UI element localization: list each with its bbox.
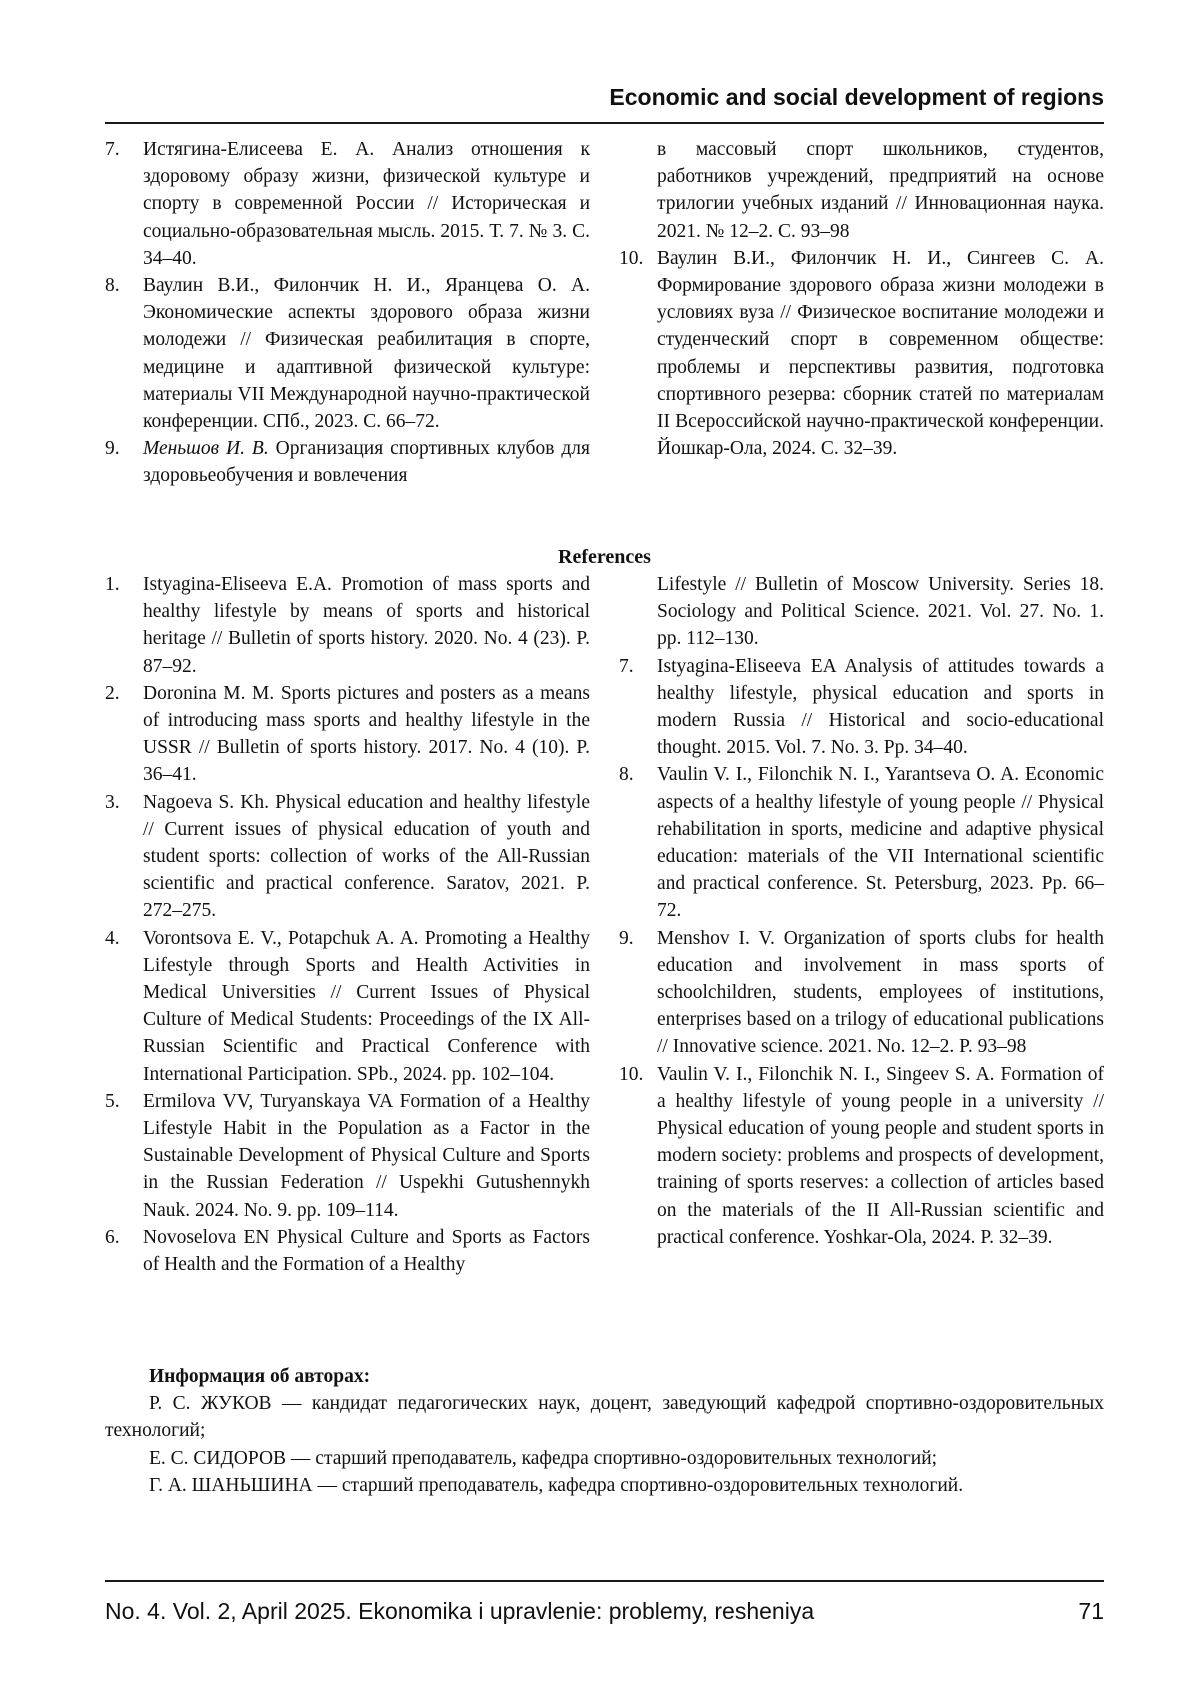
reference-item (619, 925, 1104, 1061)
reference-item (619, 761, 1104, 924)
reference-item (105, 435, 590, 489)
reference-text (143, 435, 590, 489)
reference-number: 9. (105, 438, 120, 460)
reference-number: 3. (105, 791, 120, 813)
authors-info-title: Информация об авторах: (149, 1366, 371, 1387)
journal-section-title: Economic and social development of regions (609, 84, 1104, 110)
references-left-column (105, 571, 590, 1278)
reference-item (105, 1088, 590, 1224)
reference-item (105, 571, 590, 680)
reference-text: Vaulin V. I., Filonchik N. I., Singeev S. A. Formation of a healthy lifestyle of young people in a university // Physical education of young people and student sports in modern society: problems and prospects of development, training of sports reserves: a collection of articles based on the materials of the II All-Russian scientific and practical conference. Yoshkar-Ola, 2024. P. 32–39. (657, 1063, 1104, 1248)
reference-item-continued (619, 136, 1104, 245)
reference-number: 8. (619, 764, 634, 786)
reference-text: Vorontsova E. V., Potapchuk A. A. Promoting a Healthy Lifestyle through Sports and Health Activities in Medical Universities // Current Issues of Physical Culture of Medical Students: Proceedings of the IX All-Russian Scientific and Practical Conference with International Participation. SPb., 2024. pp. 102–104. (143, 927, 590, 1085)
running-header (105, 82, 1104, 124)
russian-references-left-column (105, 136, 590, 490)
reference-item (105, 925, 590, 1088)
reference-item (105, 1224, 590, 1278)
reference-item (619, 1061, 1104, 1251)
reference-text: Istyagina-Eliseeva EA Analysis of attitudes towards a healthy lifestyle, physical education and sports in modern Russia // Historical and socio-educational thought. 2015. Vol. 7. No. 3. Pp. 34–40. (657, 655, 1104, 759)
reference-number: 5. (105, 1090, 120, 1112)
reference-item-continued (619, 571, 1104, 653)
reference-text: Истягина-Елисеева Е. А. Анализ отношения к здоровому образу жизни, физической культуре и спорту в современной России // Историческая и социально-образовательная мысль. 2015. Т. 7. № 3. С. 34–40. (143, 139, 590, 269)
reference-text: Ваулин В.И., Филончик Н. И., Сингеев С. А. Формирование здорового образа жизни молодежи в условиях вуза // Физическое воспитание молодежи и студенческий спорт в современном обществе: проблемы и перспективы развития, подготовка спортивного резерва: сборник статей по материалам II Всероссийской научно-практической конференции. Йошкар-Ола, 2024. С. 32–39. (657, 247, 1104, 460)
author-line: Г. А. ШАНЬШИНА — старший преподаватель, кафедра спортивно-оздоровительных технологий. (149, 1474, 964, 1496)
reference-number: 6. (105, 1226, 120, 1248)
reference-item (619, 245, 1104, 463)
reference-text: Novoselova EN Physical Culture and Sports as Factors of Health and the Formation of a Healthy (143, 1226, 590, 1276)
reference-text: в массовый спорт школьников, студентов, работников учреждений, предприятий на основе трилогии учебных изданий // Инновационная наука. 2021. № 12–2. С. 93–98 (657, 139, 1104, 242)
reference-number: 10. (619, 247, 644, 269)
authors-info (105, 1363, 1104, 1499)
reference-number: 2. (105, 682, 120, 704)
reference-number: 1. (105, 574, 120, 595)
english-references (105, 571, 1104, 1278)
reference-text-rest: Организация спортивных клубов для здоровьеобучения и вовлечения (143, 438, 590, 487)
page-number: 71 (1078, 1598, 1104, 1624)
reference-number: 4. (105, 927, 120, 949)
reference-text: Nagoeva S. Kh. Physical education and healthy lifestyle // Current issues of physical education of youth and student sports: collection of works of the All-Russian scientific and practical conference. Saratov, 2021. P. 272–275. (143, 791, 590, 922)
russian-references-right-column (619, 136, 1104, 490)
author-line: Р. С. ЖУКОВ — кандидат педагогических наук, доцент, заведующий кафедрой спортивно-оздоровительных технологий; (105, 1393, 1104, 1442)
reference-item (619, 653, 1104, 762)
reference-item (105, 789, 590, 925)
page-footer (105, 1580, 1104, 1626)
references-right-column (619, 571, 1104, 1278)
reference-text: Menshov I. V. Organization of sports clubs for health education and involvement in mass sports of schoolchildren, students, employees of institutions, enterprises based on a trilogy of educational publications // Innovative science. 2021. No. 12–2. P. 93–98 (657, 927, 1104, 1058)
reference-item (105, 136, 590, 272)
reference-number: 10. (619, 1063, 644, 1085)
reference-item (105, 680, 590, 789)
reference-number: 7. (105, 139, 120, 160)
russian-references (105, 136, 1104, 490)
reference-number: 7. (619, 655, 634, 677)
reference-item (105, 272, 590, 435)
reference-text: Vaulin V. I., Filonchik N. I., Yarantseva O. A. Economic aspects of a healthy lifestyle of young people // Physical rehabilitation in sports, medicine and adaptive physical education: materials of the VII International scientific and practical conference. St. Petersburg, 2023. Pp. 66–72. (657, 764, 1104, 922)
reference-text: Lifestyle // Bulletin of Moscow University. Series 18. Sociology and Political Science. 2021. Vol. 27. No. 1. pp. 112–130. (657, 574, 1104, 650)
author-line: Е. С. СИДОРОВ — старший преподаватель, кафедра спортивно-оздоровительных технологий; (149, 1447, 938, 1469)
reference-text: Istyagina-Eliseeva E.A. Promotion of mass sports and healthy lifestyle by means of sports and historical heritage // Bulletin of sports history. 2020. No. 4 (23). P. 87–92. (143, 574, 590, 677)
reference-text: Ermilova VV, Turyanskaya VA Formation of a Healthy Lifestyle Habit in the Population as a Factor in the Sustainable Development of Physical Culture and Sports in the Russian Federation // Uspekhi Gutushennykh Nauk. 2024. No. 9. pp. 109–114. (143, 1090, 590, 1221)
reference-number: 9. (619, 927, 634, 949)
reference-number: 8. (105, 275, 120, 297)
journal-citation: No. 4. Vol. 2, April 2025. Ekonomika i upravlenie: problemy, resheniya (105, 1598, 815, 1624)
reference-author-italic: Меньшов И. В. (143, 438, 269, 460)
reference-text: Doronina M. M. Sports pictures and posters as a means of introducing mass sports and healthy lifestyle in the USSR // Bulletin of sports history. 2017. No. 4 (10). P. 36–41. (143, 682, 590, 786)
reference-text: Ваулин В.И., Филончик Н. И., Яранцева О. А. Экономические аспекты здорового образа жизни молодежи // Физическая реабилитация в спорте, медицине и адаптивной физической культуре: материалы VII Международной научно-практической конференции. СПб., 2023. С. 66–72. (143, 275, 590, 433)
references-heading: References (558, 546, 651, 568)
